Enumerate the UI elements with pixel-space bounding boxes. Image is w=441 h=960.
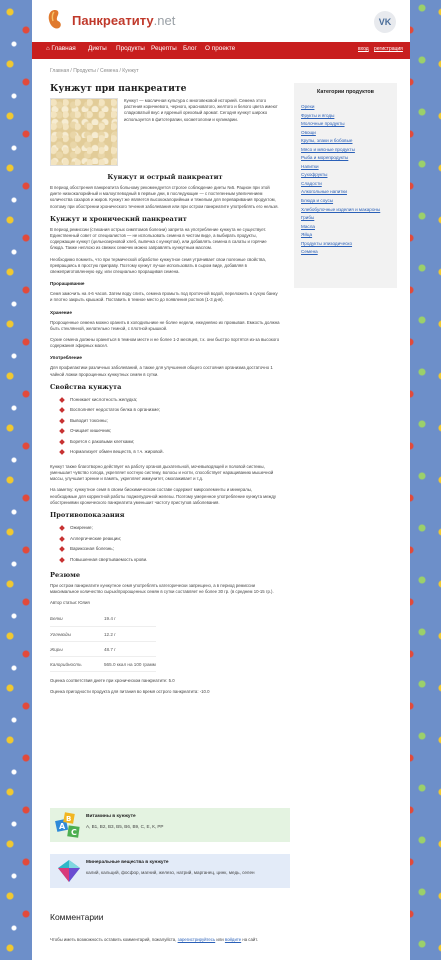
nav-item-home[interactable] — [46, 45, 76, 52]
chronic-text-2: Необходимо помнить, что при термической обработке кунжутное семя утрачивает свои полезные свойства, превращаясь в простую приправу. Поэтому кунжут лучше использовать в сыром виде, добавляя в свежеприготовленную еду, или специально проращивая семена. — [50, 256, 266, 275]
minerals-gem-icon — [56, 858, 82, 884]
usage-heading: Употребление — [50, 355, 82, 361]
logo-stomach-icon[interactable] — [46, 8, 64, 32]
table-row — [50, 627, 156, 642]
category-item — [301, 188, 397, 197]
nav-item-home-label: Главная — [51, 45, 76, 52]
category-link-oils[interactable]: Масла — [301, 223, 315, 229]
vk-icon[interactable]: VK — [374, 11, 396, 33]
composition-key: Жиры — [50, 642, 104, 657]
composition-value: 48.7 г — [104, 642, 156, 657]
table-row — [50, 642, 156, 657]
composition-value: 12.2 г — [104, 627, 156, 642]
properties-heading: Свойства кунжута — [50, 382, 122, 391]
category-link-meat[interactable]: Мясо и мясные продукты — [301, 146, 355, 152]
properties-text-2: На заметку: кунжутное семя в своем биохимическом составе содержит микроэлементы и минералы, необходимые для корректной работы поджелудочной железы. Поэтому умеренное употребление кунжута между обострениями хронического панкреатита уменьшит частоту приступов заболевания. — [50, 487, 277, 505]
article — [50, 83, 280, 701]
category-link-alcohol[interactable]: Алкогольные напитки — [301, 189, 347, 195]
category-item — [301, 120, 397, 129]
category-link-dairy[interactable]: Молочные продукты — [301, 121, 345, 127]
main-nav — [32, 42, 410, 59]
list-item: Борется с раковыми клетками; — [60, 437, 280, 448]
vitamins-box — [50, 808, 290, 842]
category-item — [301, 154, 397, 163]
vitamins-abc-icon — [54, 810, 82, 840]
login-link[interactable]: вход — [358, 46, 369, 52]
category-item — [301, 129, 397, 138]
category-link-bakery[interactable]: Хлебобулочные изделия и макароны — [301, 206, 381, 212]
composition-value: 19.4 г — [104, 612, 156, 627]
rating-acute: Оценка пригодности продукта для питания во время острого панкреатита: -10.0 — [50, 689, 210, 695]
nav-item-diets[interactable]: Диеты — [88, 45, 107, 52]
list-item: Варикозная болезнь; — [60, 544, 280, 555]
comments-prefix: Чтобы иметь возможность оставить комментарий, пожалуйста, — [50, 937, 178, 942]
category-item — [301, 180, 397, 189]
contraindications-list — [60, 523, 280, 565]
composition-value: 565.0 ккал на 100 грамм — [104, 657, 156, 672]
category-item — [301, 231, 397, 240]
nav-item-products[interactable]: Продукты — [116, 45, 145, 52]
logo-suffix-text: .net — [153, 13, 176, 28]
page-container — [32, 0, 410, 960]
page-title: Кунжут при панкреатите — [50, 83, 187, 94]
category-link-sweets[interactable]: Сладости — [301, 180, 322, 186]
list-item: Аллергические реакции; — [60, 534, 280, 545]
table-row — [50, 657, 156, 672]
sesame-photo — [50, 98, 118, 166]
category-link-vegetables[interactable]: Овощи — [301, 129, 316, 135]
category-list — [301, 103, 397, 257]
list-item: Очищает кишечник; — [60, 426, 280, 437]
category-item — [301, 206, 397, 215]
composition-table — [50, 612, 156, 673]
acute-text: В период обострения панкреатита больному рекомендуется строгое соблюдение диеты №5. Рацион при этой диете низкокалорийный и малоуглеводный в первые дни, в последующие — с постепенным увеличением количества сахаров и жиров. Кунжут же является высококалорийным и тяжелым для переваривания продуктом, поэтому при обострении хронического течения заболевания или при остром панкреатите употреблять его нельзя. — [50, 185, 279, 209]
table-row — [50, 612, 156, 627]
summary-text: При остром панкреатите кунжутное семя употреблять категорически запрещено, а в период ремиссии максимальное количество сырых/пророщенных семян в сутки составляет не более 30 гр. (в среднем 10-15 гр.). — [50, 583, 274, 595]
storage-text-2: Сухие семена должны храниться в темном месте и не более 1-2 месяцев, т.к. они быстро портятся из-за высокого содержания эфирных масел. — [50, 337, 280, 349]
list-item: Ожирение; — [60, 523, 280, 534]
category-item — [301, 240, 397, 249]
comments-heading: Комментарии — [50, 912, 104, 922]
category-link-drinks[interactable]: Напитки — [301, 163, 319, 169]
category-item — [301, 171, 397, 180]
site-logo[interactable] — [72, 13, 175, 28]
home-icon: ⌂ — [46, 46, 50, 52]
category-link-occasional[interactable]: Продукты эпизодическо — [301, 240, 353, 246]
category-link-dishes[interactable]: Блюда и соусы — [301, 198, 334, 204]
category-item — [301, 146, 397, 155]
nav-item-about[interactable]: О проекте — [205, 45, 236, 52]
comments-register-link[interactable]: зарегистрируйтесь — [177, 937, 216, 942]
category-item — [301, 103, 397, 112]
breadcrumb[interactable]: Главная / Продукты / Семена / Кунжут — [50, 68, 139, 74]
svg-text:C: C — [71, 828, 77, 837]
nav-item-blog[interactable]: Блог — [183, 45, 197, 52]
composition-key: Калорийность — [50, 657, 104, 672]
contraindications-heading: Противопоказания — [50, 511, 125, 520]
rating-chronic: Оценка соответствия диете при хроническом панкреатите: 5.0 — [50, 678, 175, 684]
sprouting-heading: Проращивание — [50, 281, 85, 287]
sprouting-text: Семя замочить на 4-6 часов. Затем воду слить, семена промыть под проточной водой, переложить в сухую банку и плотно закрыть крышкой. Поставить в темное место до появления ростков (1-3 дня). — [50, 291, 278, 303]
svg-text:B: B — [66, 815, 72, 823]
category-item — [301, 248, 397, 257]
sidebar-title: Категории продуктов — [316, 89, 374, 95]
properties-text-1: Кунжут также благотворно действует на работу органов дыхательной, мочевыводящей и половой системы, уменьшает чувство голода, укрепляет костную систему, волосы и ногти, способствует наращиванию мышечной массы, улучшает зрение и память, укрепляет иммунитет, омолаживает и т.д. — [50, 463, 274, 482]
category-link-fruits[interactable]: Фрукты и ягоды — [301, 112, 335, 118]
comments-note — [50, 937, 258, 942]
category-link-nuts[interactable]: Орехи — [301, 104, 315, 109]
category-link-fish[interactable]: Рыба и морепродукты — [301, 155, 349, 161]
category-link-dried-fruits[interactable]: Сухофрукты — [301, 172, 328, 178]
composition-key: Белки — [50, 612, 104, 627]
comments-login-link[interactable]: войдите — [224, 937, 242, 942]
usage-text: Для профилактики различных заболеваний, а также для улучшения общего состояния организма достаточно 1 чайной ложки пророщенных кунжутных семян в сутки. — [50, 365, 273, 377]
category-item — [301, 112, 397, 121]
storage-text-1: Пророщенные семена можно хранить в холодильнике не более недели, ежедневно их промывая. Емкость должна быть стеклянной, желательно темной, с плотной крышкой. — [50, 319, 280, 331]
chronic-heading: Кунжут и хронический панкреатит — [50, 214, 187, 223]
intro-text: Кунжут — масличная культура с многовековой историей. Семена этого растения коричневого, черного, красноватого, желтого и белого цвета имеют сладковатый вкус и ядреный ореховый аромат. Сегодня кунжут широко используется в фитотерапии, косметологии и кулинарии. — [124, 98, 278, 122]
properties-list — [60, 395, 280, 458]
storage-heading: Хранение — [50, 309, 72, 315]
site-header — [32, 0, 410, 42]
sidebar-categories — [294, 83, 397, 288]
logo-main-text: Панкреатиту — [72, 13, 154, 28]
category-link-grains[interactable]: Крупы, злаки и бобовые — [301, 138, 353, 144]
comments-suffix: на сайт. — [241, 937, 258, 942]
list-item: Повышенная свертываемость крови. — [60, 555, 280, 566]
list-item: Нормализует обмен веществ, в т.ч. жировой. — [60, 447, 280, 458]
category-item — [301, 163, 397, 172]
list-item: Понижает кислотность желудка; — [60, 395, 280, 406]
category-link-mushrooms[interactable]: Грибы — [301, 215, 315, 221]
list-item: Выводит токсины; — [60, 416, 280, 427]
svg-text:A: A — [59, 822, 66, 831]
category-link-eggs[interactable]: Яйца — [301, 232, 313, 238]
nav-item-recipes[interactable]: Рецепты — [151, 45, 177, 52]
category-item — [301, 214, 397, 223]
category-item — [301, 137, 397, 146]
article-intro — [50, 98, 280, 168]
category-item — [301, 223, 397, 232]
composition-key: Углеводы — [50, 627, 104, 642]
minerals-title: Минеральные вещества в кунжуте — [86, 860, 169, 865]
chronic-text-1: В период ремиссии (стихания острых симптомов болезни) запрета на употребление кунжута не существует. Единственный совет от специалистов — не использовать семена в чистом виде, а выбирать продукты, содержащие кунжут (цельнозерновой хлеб, выпечка с кунжутом), или добавлять семена в салаты и горячие блюда. Также неплохо из свежих семечек можно заправлять кунжутным маслом. — [50, 226, 267, 251]
summary-heading: Резюме — [50, 571, 81, 580]
minerals-value: калий, кальций, фосфор, магний, железо, натрий, марганец, цинк, медь, селен — [86, 870, 255, 875]
vitamins-title: Витамины в кунжуте — [86, 814, 136, 819]
category-item — [301, 197, 397, 206]
acute-heading: Кунжут и острый панкреатит — [107, 173, 223, 181]
author: Автор статьи: Юлия — [50, 600, 90, 606]
list-item: Восполняет недостаток белка в организме; — [60, 405, 280, 416]
comments-or: или — [215, 937, 225, 942]
category-link-seeds[interactable]: Семена — [301, 249, 318, 255]
minerals-box — [50, 854, 290, 888]
register-link[interactable]: регистрация — [374, 46, 403, 52]
vitamins-value: А, В1, В2, В3, В5, В6, В9, С, Е, К, РР — [86, 824, 164, 829]
